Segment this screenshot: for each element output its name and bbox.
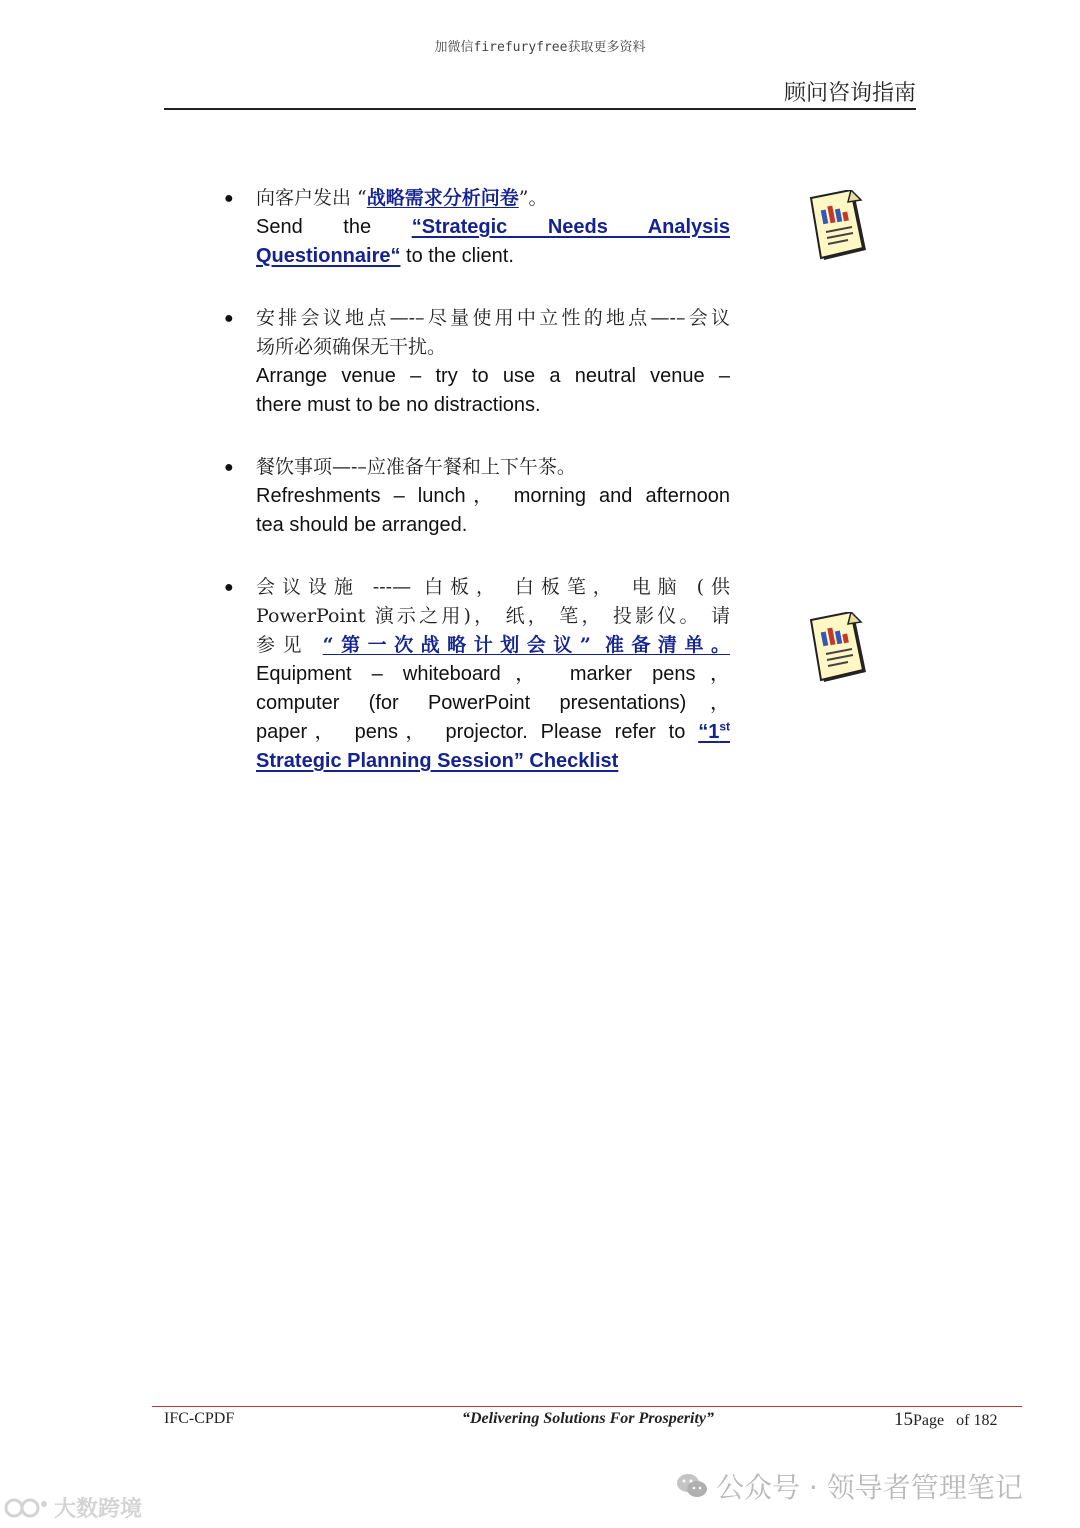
- footer-slogan: “Delivering Solutions For Prosperity”: [462, 1410, 715, 1427]
- document-chart-icon[interactable]: [806, 190, 874, 264]
- link-text: “1: [698, 721, 720, 743]
- item-text: there must to be no distractions.: [256, 394, 541, 416]
- item-text: the: [343, 216, 372, 238]
- watermark-text: 公众号 · 领导者管理笔记: [716, 1471, 1023, 1504]
- footer-left: IFC-CPDF: [164, 1410, 235, 1427]
- item-text: Arrange venue – try to use a neutral venue –: [256, 365, 730, 387]
- content-list: [222, 184, 730, 809]
- page-total: of 182: [956, 1412, 998, 1429]
- item-text: paper， pens， projector. Please refer to: [256, 721, 699, 743]
- questionnaire-link-en[interactable]: “Strategic Needs Analysis: [411, 216, 730, 238]
- questionnaire-link-zh[interactable]: 战略需求分析问卷: [366, 187, 519, 209]
- bullet: ●: [224, 459, 234, 476]
- document-chart-icon[interactable]: [806, 612, 874, 686]
- page-label: Page: [913, 1412, 945, 1429]
- item-text: tea should be arranged.: [256, 514, 468, 536]
- item-text: 安排会议地点—-–尽量使用中立性的地点—-–会议: [256, 307, 730, 329]
- item-text: Refreshments – lunch， morning and afternoon: [256, 485, 730, 507]
- bullet: ●: [224, 190, 234, 207]
- list-item: [222, 573, 730, 776]
- checklist-link-en-cont[interactable]: Strategic Planning Session” Checklist: [256, 750, 619, 772]
- item-text: 向客户发出 “: [256, 187, 367, 209]
- questionnaire-link-en-cont[interactable]: Questionnaire“: [256, 245, 401, 267]
- wechat-icon: [676, 1472, 708, 1500]
- list-item: [222, 453, 730, 540]
- footer-rule: [152, 1406, 1022, 1407]
- checklist-link-zh[interactable]: “第一次战略计划会议” 准备清单。: [322, 634, 730, 656]
- superscript: st: [719, 719, 730, 734]
- item-text: 会议设施 ---— 白板， 白板笔， 电脑 (供: [256, 576, 730, 598]
- item-text: 餐饮事项—-–应准备午餐和上下午茶。: [256, 456, 576, 478]
- item-text: Equipment – whiteboard， marker pens，: [256, 663, 730, 685]
- item-text: PowerPoint 演示之用)， 纸， 笔， 投影仪。 请: [256, 605, 730, 627]
- list-item: [222, 304, 730, 420]
- watermark-top: 加微信firefuryfree获取更多资料: [434, 40, 646, 55]
- header-title: 顾问咨询指南: [783, 81, 916, 106]
- item-text: 场所必须确保无干扰。: [256, 336, 447, 358]
- bullet: ●: [224, 579, 234, 596]
- watermark-bottom-right: [676, 1466, 1023, 1506]
- watermark-bottom-left: [4, 1492, 142, 1523]
- item-text: ”。: [518, 187, 548, 209]
- page-indicator: [894, 1409, 997, 1431]
- watermark-text: 大数跨境: [54, 1497, 143, 1522]
- bullet: ●: [224, 310, 234, 327]
- item-text: to the client.: [400, 245, 514, 267]
- item-text: Send: [256, 216, 303, 238]
- brand-logo-icon: [4, 1496, 50, 1520]
- list-item: [222, 184, 730, 271]
- header-rule: [164, 108, 916, 110]
- item-text: 参见: [256, 634, 323, 656]
- checklist-link-en[interactable]: [698, 721, 730, 743]
- item-text: computer (for PowerPoint presentations)，: [256, 692, 730, 714]
- page-number: 15: [894, 1409, 913, 1430]
